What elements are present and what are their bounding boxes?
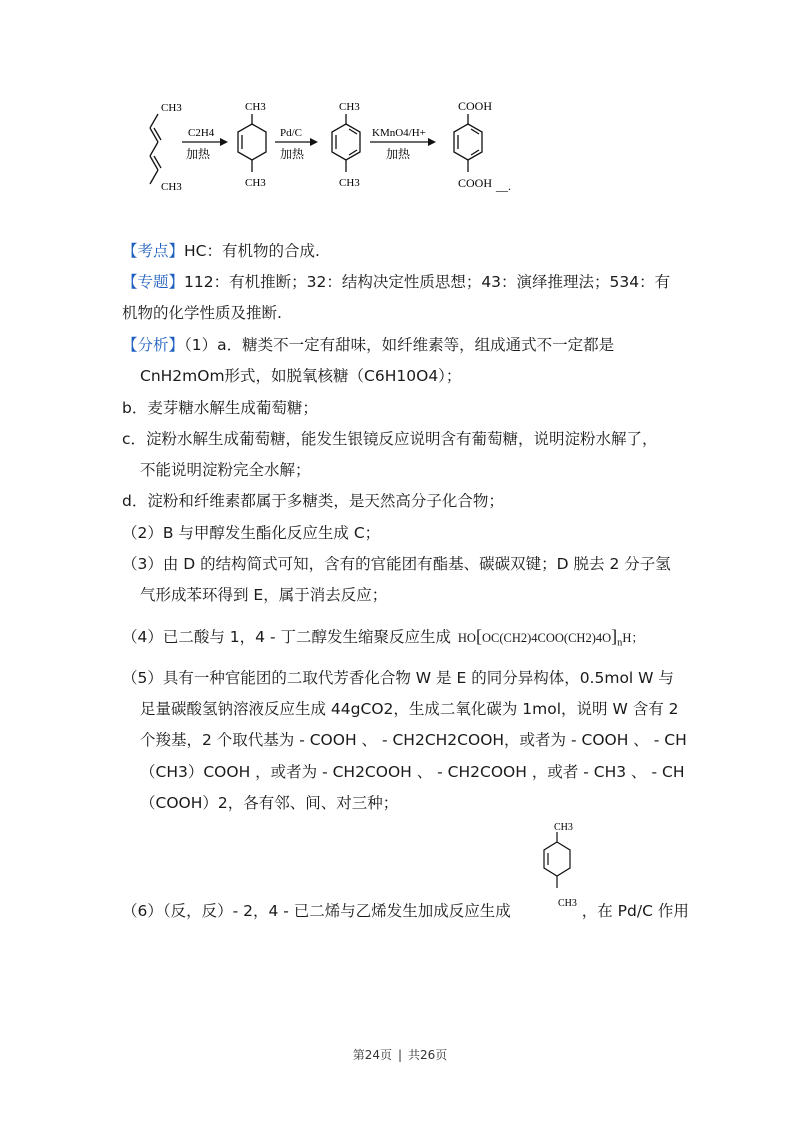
fenxi-p5-line4: （CH3）COOH ，或者为 - CH2COOH 、 - CH2COOH ，或者 - CH3 、 - CH <box>140 763 685 781</box>
ring2-bottom: CH3 <box>339 177 360 189</box>
polymer-bracket-left-icon: [ <box>475 626 482 646</box>
fenxi-p1-line2: CnH2mOm形式，如脱氧核糖（C6H10O4）； <box>140 367 462 385</box>
polymer-ho: HO <box>457 631 476 645</box>
fenxi-p6-tail: ，在 Pd/C 作用 <box>581 902 689 920</box>
fenxi-c-line1: c．淀粉水解生成葡萄糖，能发生银镜反应说明含有葡萄糖，说明淀粉水解了， <box>122 430 658 448</box>
kaodian-tag: 【考点】 <box>122 242 185 260</box>
fenxi-p2: （2）B 与甲醇发生酯化反应生成 C； <box>122 524 381 542</box>
polymer-bracket-right-icon: ] <box>611 626 618 646</box>
arrow2-condition: 加热 <box>280 147 305 161</box>
hexadiene-structure <box>150 114 161 184</box>
zhuanti-line2: 机物的化学性质及推断. <box>122 304 282 322</box>
arrow1-head <box>220 138 228 146</box>
page-number: 第24页 <box>352 1048 392 1062</box>
fenxi-p6-text: （6）（反，反）- 2，4 - 已二烯与乙烯发生加成反应生成 <box>122 902 511 920</box>
ring1-bottom: CH3 <box>245 177 266 189</box>
reaction-scheme <box>120 92 540 204</box>
arrow2-head <box>310 138 318 146</box>
ring3-top: COOH <box>458 99 493 113</box>
arrow1-condition: 加热 <box>186 147 211 161</box>
start-bottom-label: CH3 <box>161 181 182 193</box>
fenxi-p3-line2: 气形成苯环得到 E，属于消去反应； <box>140 586 388 604</box>
footer-separator: | <box>397 1048 403 1062</box>
ring1-top: CH3 <box>245 101 266 113</box>
fenxi-p5-line5: （COOH）2，各有邻、间、对三种； <box>140 794 399 812</box>
arrow3-reagent: KMnO4/H+ <box>372 127 426 139</box>
fenxi-p1-line1: （1）a．糖类不一定有甜味，如纤维素等，组成通式不一定都是 <box>184 336 615 354</box>
kaodian-text: HC：有机物的合成. <box>184 242 320 260</box>
fenxi-b: b．麦芽糖水解生成葡萄糖； <box>122 399 318 417</box>
ring1-structure <box>238 114 266 172</box>
fenxi-c-line2: 不能说明淀粉完全水解； <box>140 461 311 479</box>
fenxi-p5-line1: （5）具有一种官能团的二取代芳香化合物 W 是 E 的同分异构体，0.5mol W 与 <box>122 669 674 687</box>
arrow3-head <box>428 138 436 146</box>
polymer-formula <box>457 626 644 649</box>
arrow2-reagent: Pd/C <box>280 127 303 139</box>
fenxi-p3-line1: （3）由 D 的结构简式可知，含有的官能团有酯基、碳碳双键；D 脱去 2 分子氢 <box>122 555 671 573</box>
polymer-body: OC(CH2)4COO(CH2)4O <box>481 631 612 645</box>
start-top-label: CH3 <box>161 102 182 114</box>
page-total: 共26页 <box>408 1048 448 1062</box>
kaodian-line <box>122 240 320 262</box>
fenxi-p4-text: （4）已二酸与 1，4 - 丁二醇发生缩聚反应生成 <box>122 628 451 646</box>
fenxi-d: d．淀粉和纤维素都属于多糖类，是天然高分子化合物； <box>122 492 504 510</box>
ring3-bottom: COOH <box>458 176 493 190</box>
fenxi-p5-line2: 足量碳酸氢钠溶液反应生成 44gCO2，生成二氧化碳为 1mol，说明 W 含有 2 <box>140 700 679 718</box>
p6-ring-top: CH3 <box>554 822 573 833</box>
polymer-n: n <box>617 637 623 649</box>
page-footer <box>0 1046 800 1063</box>
ring2-top: CH3 <box>339 101 360 113</box>
arrow1-reagent: C2H4 <box>188 127 215 139</box>
zhuanti-line1 <box>122 271 670 293</box>
fenxi-line1 <box>122 334 614 356</box>
fenxi-p6 <box>122 900 689 922</box>
arrow3-condition: 加热 <box>386 147 411 161</box>
polymer-end: H； <box>622 631 644 645</box>
fenxi-tag: 【分析】 <box>122 336 185 354</box>
zhuanti-text-1: 112：有机推断；32：结构决定性质思想；43：演绎推理法；534：有 <box>184 273 671 291</box>
scheme-end-blank: __. <box>496 179 511 193</box>
fenxi-p4 <box>122 625 644 655</box>
zhuanti-tag: 【专题】 <box>122 273 185 291</box>
ring2-structure <box>332 114 360 172</box>
p6-ring-bottom: CH3 <box>558 898 577 909</box>
fenxi-p5-line3: 个羧基，2 个取代基为 - COOH 、 - CH2CH2COOH，或者为 - COOH 、 - CH <box>140 731 687 749</box>
ring3-structure <box>454 114 482 172</box>
